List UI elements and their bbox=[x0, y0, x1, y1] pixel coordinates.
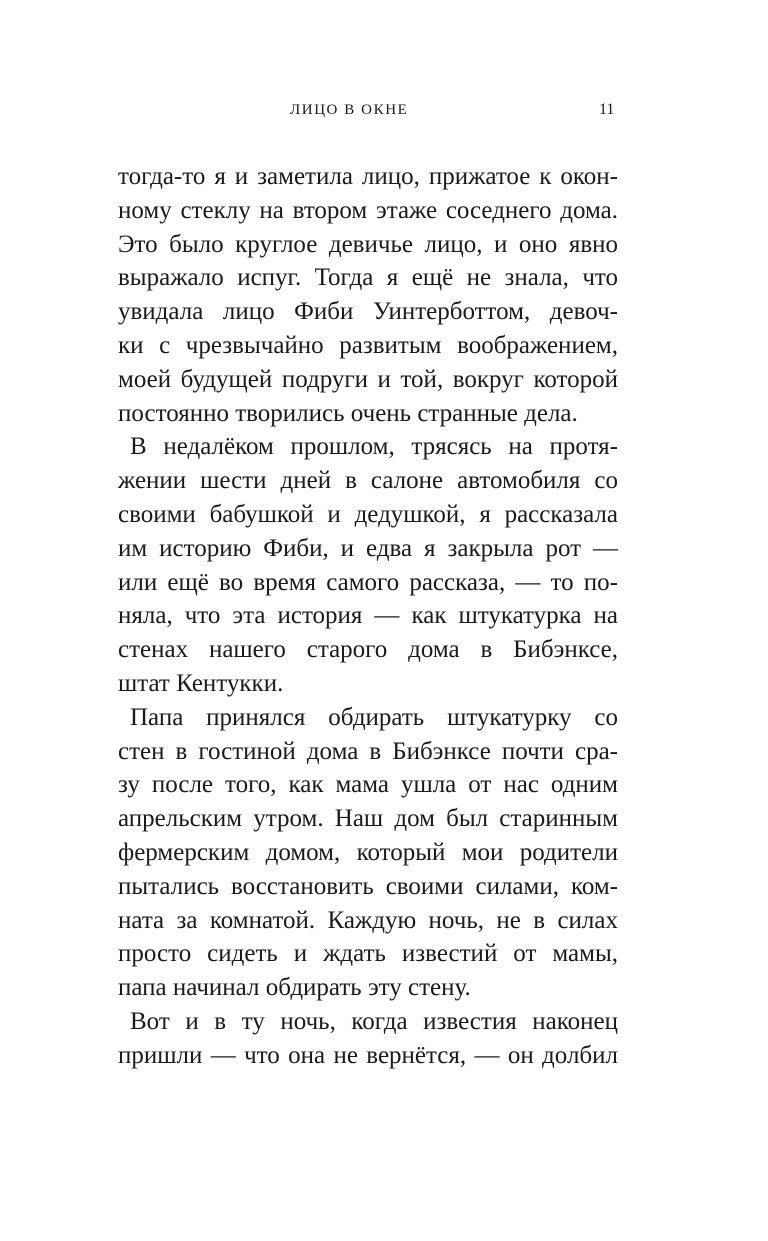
text-line: тогда-то я и заметила лицо, прижатое к окон- bbox=[118, 163, 618, 190]
text-line: ната за комнатой. Каждую ночь, не в силах bbox=[118, 906, 618, 934]
body-text bbox=[118, 160, 618, 1073]
text-line: моей будущей подруги и той, вокруг которой bbox=[118, 365, 618, 393]
text-line: Это было круглое девичье лицо, и оно явно bbox=[118, 230, 618, 258]
text-line: постоянно творились очень странные дела. bbox=[118, 399, 578, 427]
chapter-title: ЛИЦО В ОКНЕ bbox=[290, 102, 409, 118]
text-line: своими бабушкой и дедушкой, я рассказала bbox=[118, 500, 618, 528]
text-line: им историю Фиби, и едва я закрыла рот — bbox=[118, 534, 618, 562]
text-line: жении шести дней в салоне автомобиля со bbox=[118, 467, 618, 495]
text-line: просто сидеть и ждать известий от мамы, bbox=[118, 940, 618, 968]
running-head bbox=[118, 100, 618, 124]
paragraph bbox=[118, 160, 618, 430]
page-number: 11 bbox=[599, 101, 615, 118]
text-line: апрельским утром. Наш дом был старинным bbox=[118, 805, 618, 833]
text-line: стен в гостиной дома в Бибэнксе почти сра- bbox=[118, 737, 618, 765]
text-line: фермерским домом, который мои родители bbox=[118, 838, 618, 866]
text-line: ки с чрезвычайно развитым воображением, bbox=[118, 331, 618, 359]
text-line: штат Кентукки. bbox=[118, 669, 284, 697]
text-line: выражало испуг. Тогда я ещё не знала, что bbox=[118, 264, 618, 292]
text-line: ному стеклу на втором этаже соседнего дома. bbox=[118, 196, 618, 224]
text-line: папа начинал обдирать эту стену. bbox=[118, 974, 471, 1002]
text-line: пытались восстановить своими силами, ком- bbox=[118, 872, 618, 900]
text-line: Вот и в ту ночь, когда известия наконец bbox=[130, 1007, 618, 1035]
text-line: няла, что эта история — как штукатурка на bbox=[118, 602, 618, 630]
paragraph bbox=[118, 1005, 618, 1073]
text-line: стенах нашего старого дома в Бибэнксе, bbox=[118, 636, 618, 664]
text-line: увидала лицо Фиби Уинтерботтом, девоч- bbox=[118, 298, 618, 326]
text-line: пришли — что она не вернётся, — он долбил bbox=[118, 1041, 618, 1069]
text-line: или ещё во время самого рассказа, — то по- bbox=[118, 568, 618, 596]
paragraph bbox=[118, 701, 618, 1005]
paragraph bbox=[118, 430, 618, 700]
text-line: Папа принялся обдирать штукатурку со bbox=[130, 703, 618, 731]
text-line: зу после того, как мама ушла от нас одним bbox=[118, 771, 618, 799]
text-line: В недалёком прошлом, трясясь на протя- bbox=[130, 433, 618, 461]
